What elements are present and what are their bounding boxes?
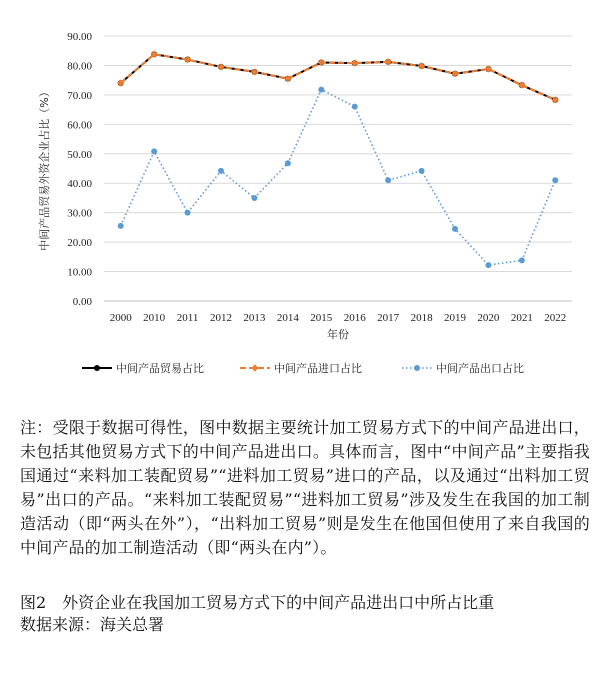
data-point (251, 195, 257, 201)
series-2 (117, 51, 559, 104)
data-point (284, 75, 291, 82)
y-tick-label: 40.00 (67, 178, 92, 191)
legend-item-1 (82, 361, 204, 375)
legend-swatch-marker (94, 365, 100, 371)
data-point (418, 62, 425, 69)
figure-caption: 图2 外资企业在我国加工贸易方式下的中间产品进出口中所占比重 (20, 593, 495, 612)
data-point (185, 210, 191, 216)
legend (82, 361, 524, 375)
x-tick-label: 2016 (343, 312, 366, 324)
data-point (285, 160, 291, 166)
y-tick-label: 80.00 (67, 60, 92, 73)
series-line (121, 90, 556, 265)
legend-swatch-marker (251, 364, 258, 371)
data-point (385, 177, 391, 183)
x-tick-label: 2021 (510, 312, 533, 324)
legend-swatch-marker (414, 365, 420, 371)
data-point (184, 56, 191, 63)
y-axis-title: 中间产品贸易外资企业占比（%） (38, 86, 51, 251)
x-tick-label: 2013 (243, 312, 266, 324)
x-tick-label: 2020 (477, 312, 500, 324)
data-point (218, 168, 224, 174)
x-tick-label: 2011 (176, 312, 199, 324)
y-tick-label: 90.00 (67, 31, 92, 43)
x-tick-label: 2015 (310, 312, 333, 324)
legend-label: 中间产品出口占比 (436, 362, 524, 375)
data-point (419, 168, 425, 174)
x-tick-label: 2012 (210, 312, 232, 324)
legend-item-3 (402, 361, 524, 375)
y-tick-label: 10.00 (67, 266, 92, 279)
x-axis-title: 年份 (327, 328, 349, 341)
y-axis-ticks (67, 31, 92, 308)
y-tick-label: 0.00 (72, 296, 92, 308)
x-tick-label: 2010 (143, 312, 166, 324)
data-point (552, 96, 559, 103)
x-tick-label: 2017 (377, 312, 400, 324)
data-point (352, 104, 358, 110)
data-point (518, 82, 525, 89)
legend-item-2 (240, 361, 362, 375)
data-point (552, 177, 558, 183)
data-point (452, 226, 458, 232)
note-text: 注：受限于数据可得性，图中数据主要统计加工贸易方式下的中间产品进出口，未包括其他贸易方式下的中间产品进出口。具体而言，图中“中间产品”主要指我国通过“来料加工装配贸易”“进料加工贸易”进口的产品，以及通过“出料加工贸易”出口的产品。“来料加工装配贸易”“进料加工贸易”涉及发生在我国的加工制造活动（即“两头在外”），“出料加工贸易”则是发生在他国但使用了来自我国的中间产品的加工制造活动（即“两头在内”）。 (20, 418, 590, 557)
data-source: 数据来源：海关总署 (20, 615, 165, 634)
y-tick-label: 20.00 (67, 237, 92, 250)
x-tick-label: 2019 (444, 312, 466, 324)
y-tick-label: 30.00 (67, 207, 92, 220)
x-tick-label: 2018 (410, 312, 433, 324)
y-tick-label: 70.00 (67, 89, 92, 102)
y-tick-label: 50.00 (67, 148, 92, 161)
gridlines (104, 36, 572, 272)
data-point (519, 257, 525, 263)
legend-label: 中间产品进口占比 (274, 362, 362, 375)
x-tick-label: 2022 (544, 312, 567, 324)
data-point (485, 262, 491, 268)
y-tick-label: 60.00 (67, 119, 92, 132)
x-tick-label: 2014 (276, 312, 299, 324)
data-point (485, 65, 492, 72)
x-axis-ticks (110, 312, 567, 324)
data-point (151, 148, 157, 154)
x-tick-label: 2000 (109, 312, 132, 324)
data-point (318, 87, 324, 93)
series-layer (117, 51, 559, 268)
series-3 (118, 87, 559, 268)
data-point (217, 63, 224, 70)
data-point (451, 70, 458, 77)
data-point (251, 68, 258, 75)
legend-label: 中间产品贸易占比 (116, 362, 204, 375)
data-point (385, 58, 392, 65)
data-point (118, 223, 124, 229)
